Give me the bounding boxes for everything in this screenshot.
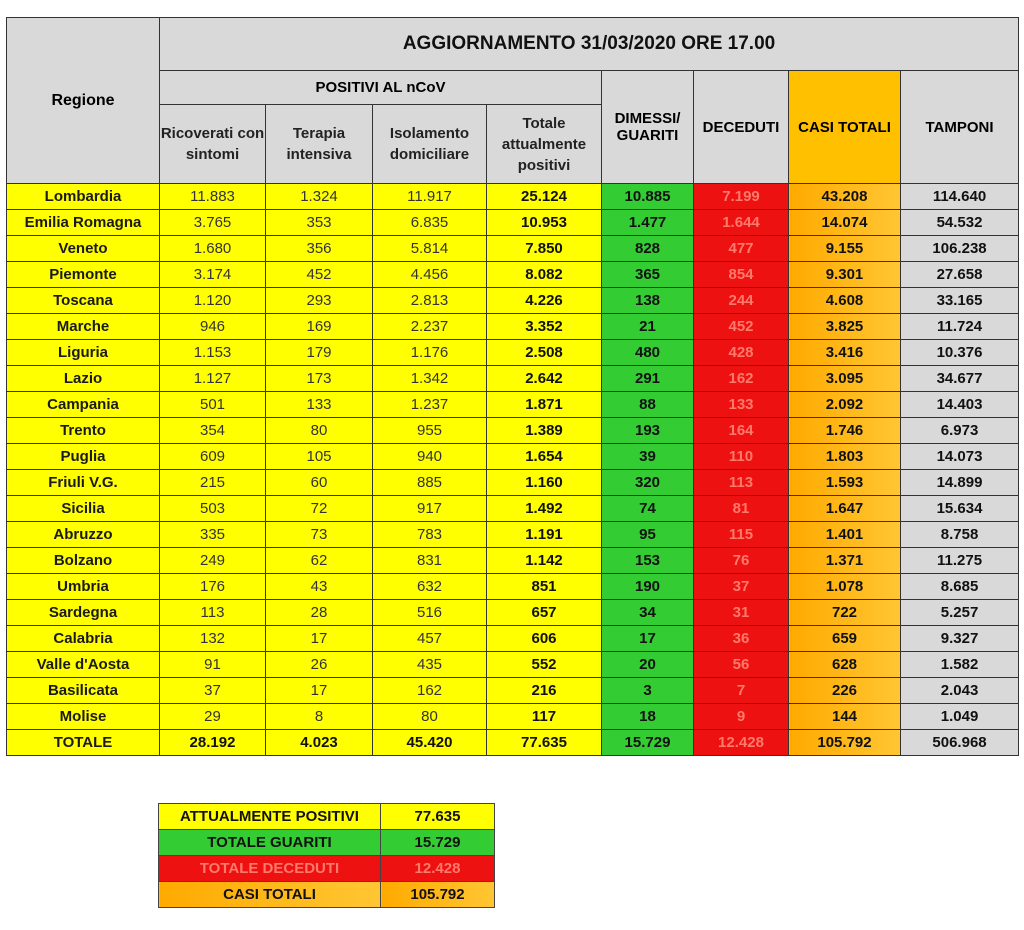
cell-terapia: 4.023: [266, 730, 373, 756]
cell-ricoverati: 176: [160, 574, 266, 600]
cell-ricoverati: 28.192: [160, 730, 266, 756]
cell-regione: Marche: [7, 314, 160, 340]
cell-terapia: 179: [266, 340, 373, 366]
cell-isolamento: 80: [373, 704, 487, 730]
cell-isolamento: 783: [373, 522, 487, 548]
cell-ricoverati: 503: [160, 496, 266, 522]
cell-deceduti: 477: [694, 236, 789, 262]
table-body: [7, 184, 1019, 756]
cell-isolamento: 1.342: [373, 366, 487, 392]
table-row: [7, 652, 1019, 678]
cell-casi-totali: 722: [789, 600, 901, 626]
table-row: [7, 678, 1019, 704]
cell-totale-positivi: 1.654: [487, 444, 602, 470]
header-casi-totali: CASI TOTALI: [789, 71, 901, 184]
cell-terapia: 60: [266, 470, 373, 496]
cell-ricoverati: 1.153: [160, 340, 266, 366]
header-tamponi: TAMPONI: [901, 71, 1019, 184]
header-totale-positivi: Totale attualmente positivi: [487, 105, 602, 184]
cell-ricoverati: 249: [160, 548, 266, 574]
cell-dimessi: 74: [602, 496, 694, 522]
cell-deceduti: 31: [694, 600, 789, 626]
cell-ricoverati: 3.174: [160, 262, 266, 288]
table-row: [7, 704, 1019, 730]
cell-regione: Campania: [7, 392, 160, 418]
cell-isolamento: 955: [373, 418, 487, 444]
cell-totale-positivi: 25.124: [487, 184, 602, 210]
cell-terapia: 8: [266, 704, 373, 730]
table-row: [7, 288, 1019, 314]
cell-tamponi: 14.899: [901, 470, 1019, 496]
cell-dimessi: 138: [602, 288, 694, 314]
cell-terapia: 1.324: [266, 184, 373, 210]
cell-tamponi: 1.582: [901, 652, 1019, 678]
cell-deceduti: 1.644: [694, 210, 789, 236]
cell-tamponi: 106.238: [901, 236, 1019, 262]
cell-deceduti: 81: [694, 496, 789, 522]
header-isolamento: Isolamento domiciliare: [373, 105, 487, 184]
cell-terapia: 133: [266, 392, 373, 418]
summary-label: CASI TOTALI: [159, 882, 381, 908]
cell-regione: Abruzzo: [7, 522, 160, 548]
cell-dimessi: 15.729: [602, 730, 694, 756]
cell-tamponi: 1.049: [901, 704, 1019, 730]
cell-tamponi: 54.532: [901, 210, 1019, 236]
table-row: [7, 340, 1019, 366]
cell-totale-positivi: 1.871: [487, 392, 602, 418]
header-positivi: POSITIVI AL nCoV: [160, 71, 602, 105]
cell-regione: Friuli V.G.: [7, 470, 160, 496]
cell-casi-totali: 659: [789, 626, 901, 652]
cell-ricoverati: 37: [160, 678, 266, 704]
summary-value: 105.792: [381, 882, 495, 908]
regional-data-table: [6, 17, 1019, 756]
table-row: [7, 522, 1019, 548]
cell-casi-totali: 3.825: [789, 314, 901, 340]
cell-terapia: 356: [266, 236, 373, 262]
cell-totale-positivi: 657: [487, 600, 602, 626]
table-row: [7, 366, 1019, 392]
report-title: AGGIORNAMENTO 31/03/2020 ORE 17.00: [160, 18, 1019, 71]
cell-terapia: 28: [266, 600, 373, 626]
cell-dimessi: 190: [602, 574, 694, 600]
cell-ricoverati: 609: [160, 444, 266, 470]
cell-ricoverati: 1.680: [160, 236, 266, 262]
cell-tamponi: 11.724: [901, 314, 1019, 340]
table-row: [7, 418, 1019, 444]
header-terapia: Terapia intensiva: [266, 105, 373, 184]
cell-totale-positivi: 117: [487, 704, 602, 730]
cell-casi-totali: 14.074: [789, 210, 901, 236]
cell-casi-totali: 43.208: [789, 184, 901, 210]
cell-totale-positivi: 2.642: [487, 366, 602, 392]
cell-casi-totali: 1.803: [789, 444, 901, 470]
cell-ricoverati: 113: [160, 600, 266, 626]
table-row: [7, 496, 1019, 522]
cell-regione: TOTALE: [7, 730, 160, 756]
table-row: [7, 600, 1019, 626]
table-row: [7, 548, 1019, 574]
summary-value: 12.428: [381, 856, 495, 882]
cell-regione: Valle d'Aosta: [7, 652, 160, 678]
summary-row-deceduti: [159, 856, 495, 882]
cell-terapia: 105: [266, 444, 373, 470]
cell-isolamento: 885: [373, 470, 487, 496]
cell-ricoverati: 11.883: [160, 184, 266, 210]
cell-dimessi: 20: [602, 652, 694, 678]
totals-row: [7, 730, 1019, 756]
cell-regione: Toscana: [7, 288, 160, 314]
cell-terapia: 452: [266, 262, 373, 288]
table-row: [7, 184, 1019, 210]
cell-terapia: 80: [266, 418, 373, 444]
cell-regione: Calabria: [7, 626, 160, 652]
cell-tamponi: 6.973: [901, 418, 1019, 444]
summary-label: ATTUALMENTE POSITIVI: [159, 804, 381, 830]
summary-row-positivi: [159, 804, 495, 830]
cell-regione: Trento: [7, 418, 160, 444]
cell-isolamento: 917: [373, 496, 487, 522]
cell-casi-totali: 4.608: [789, 288, 901, 314]
cell-isolamento: 632: [373, 574, 487, 600]
cell-dimessi: 95: [602, 522, 694, 548]
header-regione: Regione: [7, 18, 160, 184]
cell-totale-positivi: 1.389: [487, 418, 602, 444]
cell-deceduti: 12.428: [694, 730, 789, 756]
cell-casi-totali: 1.078: [789, 574, 901, 600]
cell-ricoverati: 132: [160, 626, 266, 652]
cell-tamponi: 33.165: [901, 288, 1019, 314]
summary-table: [158, 803, 495, 908]
cell-isolamento: 457: [373, 626, 487, 652]
cell-regione: Sicilia: [7, 496, 160, 522]
cell-regione: Lazio: [7, 366, 160, 392]
cell-deceduti: 452: [694, 314, 789, 340]
table-row: [7, 262, 1019, 288]
cell-deceduti: 164: [694, 418, 789, 444]
summary-value: 15.729: [381, 830, 495, 856]
cell-isolamento: 435: [373, 652, 487, 678]
cell-deceduti: 854: [694, 262, 789, 288]
cell-tamponi: 10.376: [901, 340, 1019, 366]
cell-deceduti: 428: [694, 340, 789, 366]
cell-casi-totali: 1.401: [789, 522, 901, 548]
cell-casi-totali: 1.593: [789, 470, 901, 496]
cell-deceduti: 110: [694, 444, 789, 470]
cell-totale-positivi: 216: [487, 678, 602, 704]
cell-isolamento: 1.237: [373, 392, 487, 418]
cell-dimessi: 480: [602, 340, 694, 366]
cell-dimessi: 193: [602, 418, 694, 444]
cell-terapia: 169: [266, 314, 373, 340]
cell-dimessi: 21: [602, 314, 694, 340]
cell-ricoverati: 29: [160, 704, 266, 730]
cell-casi-totali: 3.416: [789, 340, 901, 366]
cell-isolamento: 940: [373, 444, 487, 470]
cell-totale-positivi: 77.635: [487, 730, 602, 756]
cell-isolamento: 6.835: [373, 210, 487, 236]
cell-ricoverati: 354: [160, 418, 266, 444]
cell-regione: Emilia Romagna: [7, 210, 160, 236]
cell-casi-totali: 105.792: [789, 730, 901, 756]
summary-value: 77.635: [381, 804, 495, 830]
cell-totale-positivi: 2.508: [487, 340, 602, 366]
cell-terapia: 17: [266, 678, 373, 704]
cell-ricoverati: 91: [160, 652, 266, 678]
cell-terapia: 73: [266, 522, 373, 548]
cell-tamponi: 114.640: [901, 184, 1019, 210]
cell-dimessi: 291: [602, 366, 694, 392]
cell-totale-positivi: 1.142: [487, 548, 602, 574]
cell-dimessi: 365: [602, 262, 694, 288]
cell-ricoverati: 946: [160, 314, 266, 340]
cell-dimessi: 3: [602, 678, 694, 704]
cell-deceduti: 7.199: [694, 184, 789, 210]
cell-casi-totali: 144: [789, 704, 901, 730]
cell-isolamento: 11.917: [373, 184, 487, 210]
cell-deceduti: 36: [694, 626, 789, 652]
summary-row-guariti: [159, 830, 495, 856]
cell-dimessi: 39: [602, 444, 694, 470]
cell-isolamento: 45.420: [373, 730, 487, 756]
cell-regione: Molise: [7, 704, 160, 730]
cell-tamponi: 11.275: [901, 548, 1019, 574]
cell-isolamento: 4.456: [373, 262, 487, 288]
cell-casi-totali: 1.371: [789, 548, 901, 574]
cell-tamponi: 27.658: [901, 262, 1019, 288]
cell-casi-totali: 226: [789, 678, 901, 704]
cell-totale-positivi: 552: [487, 652, 602, 678]
cell-isolamento: 162: [373, 678, 487, 704]
table-row: [7, 444, 1019, 470]
cell-dimessi: 828: [602, 236, 694, 262]
cell-ricoverati: 215: [160, 470, 266, 496]
cell-regione: Piemonte: [7, 262, 160, 288]
table-row: [7, 210, 1019, 236]
cell-regione: Umbria: [7, 574, 160, 600]
cell-terapia: 62: [266, 548, 373, 574]
cell-totale-positivi: 1.191: [487, 522, 602, 548]
cell-dimessi: 17: [602, 626, 694, 652]
table-row: [7, 574, 1019, 600]
cell-tamponi: 14.073: [901, 444, 1019, 470]
cell-dimessi: 18: [602, 704, 694, 730]
table-row: [7, 626, 1019, 652]
cell-tamponi: 5.257: [901, 600, 1019, 626]
cell-casi-totali: 9.155: [789, 236, 901, 262]
cell-isolamento: 2.237: [373, 314, 487, 340]
cell-isolamento: 2.813: [373, 288, 487, 314]
cell-deceduti: 56: [694, 652, 789, 678]
cell-totale-positivi: 10.953: [487, 210, 602, 236]
cell-regione: Lombardia: [7, 184, 160, 210]
cell-tamponi: 34.677: [901, 366, 1019, 392]
cell-casi-totali: 628: [789, 652, 901, 678]
cell-deceduti: 76: [694, 548, 789, 574]
table-row: [7, 314, 1019, 340]
cell-terapia: 17: [266, 626, 373, 652]
summary-row-casi-totali: [159, 882, 495, 908]
cell-terapia: 26: [266, 652, 373, 678]
table-row: [7, 392, 1019, 418]
cell-regione: Liguria: [7, 340, 160, 366]
cell-ricoverati: 501: [160, 392, 266, 418]
cell-dimessi: 320: [602, 470, 694, 496]
cell-totale-positivi: 851: [487, 574, 602, 600]
header-deceduti: DECEDUTI: [694, 71, 789, 184]
cell-ricoverati: 335: [160, 522, 266, 548]
summary-label: TOTALE DECEDUTI: [159, 856, 381, 882]
cell-regione: Sardegna: [7, 600, 160, 626]
summary-label: TOTALE GUARITI: [159, 830, 381, 856]
cell-totale-positivi: 3.352: [487, 314, 602, 340]
cell-dimessi: 88: [602, 392, 694, 418]
cell-casi-totali: 1.746: [789, 418, 901, 444]
cell-isolamento: 1.176: [373, 340, 487, 366]
cell-casi-totali: 2.092: [789, 392, 901, 418]
cell-dimessi: 10.885: [602, 184, 694, 210]
table-row: [7, 470, 1019, 496]
cell-dimessi: 1.477: [602, 210, 694, 236]
cell-deceduti: 37: [694, 574, 789, 600]
cell-deceduti: 115: [694, 522, 789, 548]
cell-terapia: 353: [266, 210, 373, 236]
cell-tamponi: 9.327: [901, 626, 1019, 652]
cell-isolamento: 516: [373, 600, 487, 626]
cell-deceduti: 7: [694, 678, 789, 704]
cell-ricoverati: 1.120: [160, 288, 266, 314]
cell-regione: Basilicata: [7, 678, 160, 704]
cell-isolamento: 5.814: [373, 236, 487, 262]
cell-terapia: 43: [266, 574, 373, 600]
cell-ricoverati: 3.765: [160, 210, 266, 236]
cell-regione: Veneto: [7, 236, 160, 262]
cell-deceduti: 244: [694, 288, 789, 314]
cell-totale-positivi: 1.160: [487, 470, 602, 496]
cell-deceduti: 113: [694, 470, 789, 496]
cell-dimessi: 153: [602, 548, 694, 574]
cell-tamponi: 8.685: [901, 574, 1019, 600]
cell-terapia: 293: [266, 288, 373, 314]
cell-isolamento: 831: [373, 548, 487, 574]
cell-casi-totali: 1.647: [789, 496, 901, 522]
cell-regione: Puglia: [7, 444, 160, 470]
cell-tamponi: 14.403: [901, 392, 1019, 418]
table-row: [7, 236, 1019, 262]
cell-deceduti: 133: [694, 392, 789, 418]
cell-deceduti: 162: [694, 366, 789, 392]
cell-totale-positivi: 7.850: [487, 236, 602, 262]
header-dimessi: DIMESSI/ GUARITI: [602, 71, 694, 184]
cell-casi-totali: 3.095: [789, 366, 901, 392]
cell-regione: Bolzano: [7, 548, 160, 574]
cell-tamponi: 8.758: [901, 522, 1019, 548]
cell-tamponi: 15.634: [901, 496, 1019, 522]
cell-tamponi: 506.968: [901, 730, 1019, 756]
header-ricoverati: Ricoverati con sintomi: [160, 105, 266, 184]
cell-terapia: 173: [266, 366, 373, 392]
cell-dimessi: 34: [602, 600, 694, 626]
cell-ricoverati: 1.127: [160, 366, 266, 392]
cell-terapia: 72: [266, 496, 373, 522]
cell-totale-positivi: 1.492: [487, 496, 602, 522]
cell-totale-positivi: 606: [487, 626, 602, 652]
cell-deceduti: 9: [694, 704, 789, 730]
cell-totale-positivi: 4.226: [487, 288, 602, 314]
cell-totale-positivi: 8.082: [487, 262, 602, 288]
cell-casi-totali: 9.301: [789, 262, 901, 288]
cell-tamponi: 2.043: [901, 678, 1019, 704]
